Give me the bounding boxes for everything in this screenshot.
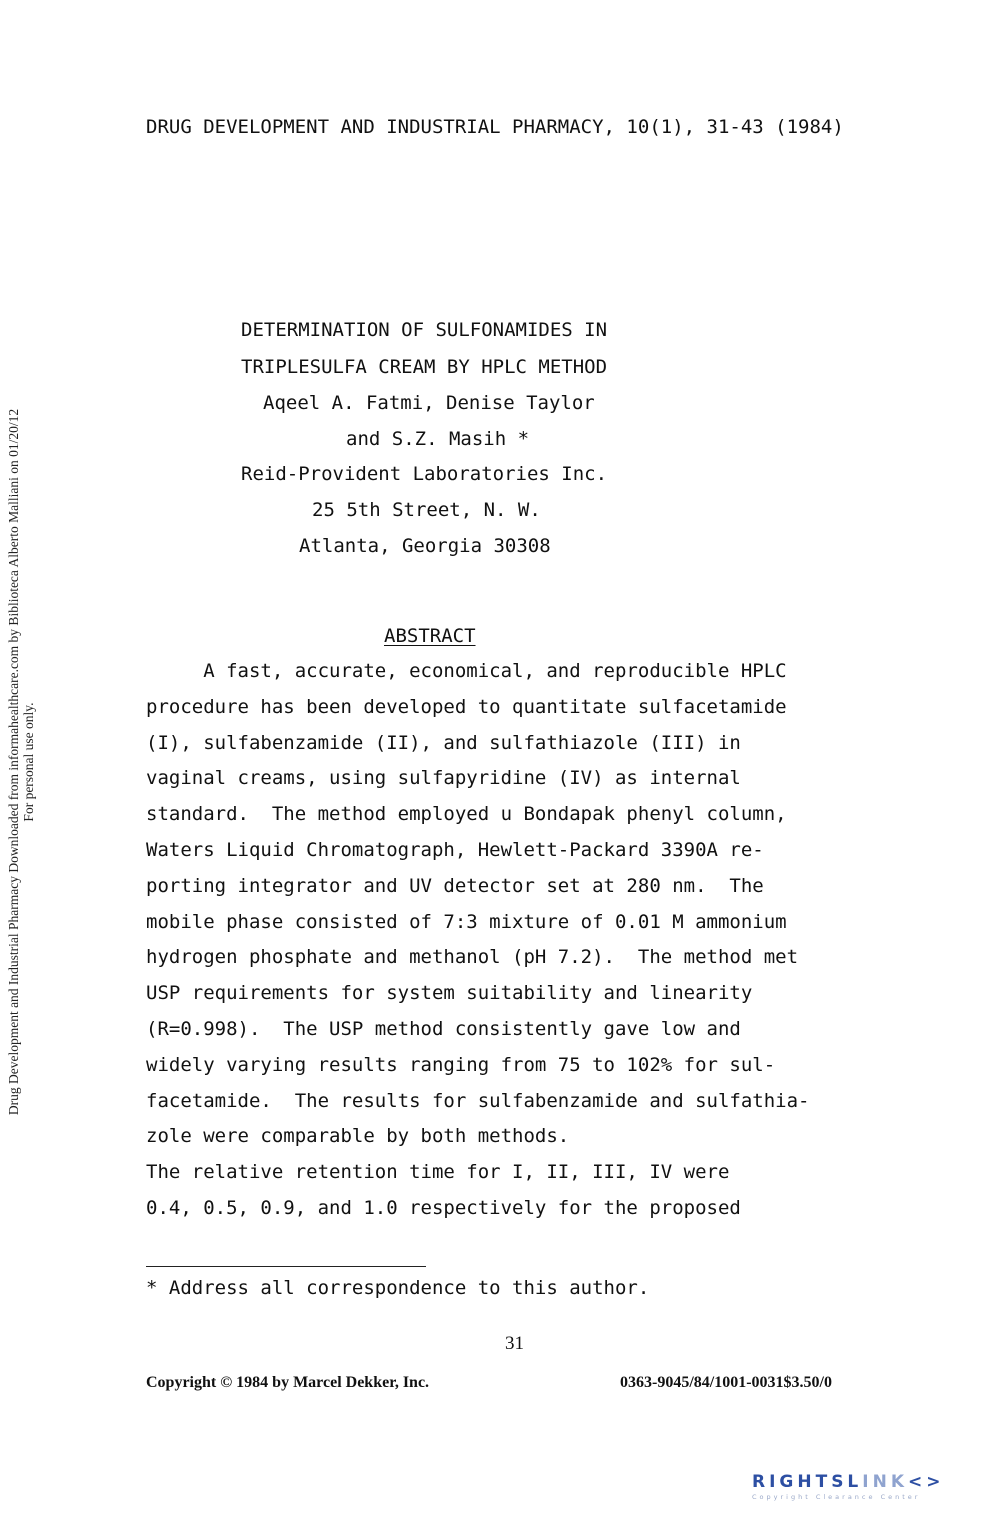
rightslink-arrows-icon: <> [908, 1472, 945, 1492]
abstract-line: 0.4, 0.5, 0.9, and 1.0 respectively for the proposed [146, 1197, 741, 1219]
copyright-notice: Copyright © 1984 by Marcel Dekker, Inc. [146, 1374, 430, 1391]
abstract-line: porting integrator and UV detector set at 280 nm. The [146, 875, 764, 897]
paper-title-line-2: TRIPLESULFA CREAM BY HPLC METHOD [241, 356, 608, 378]
page-number: 31 [505, 1333, 524, 1354]
journal-header: DRUG DEVELOPMENT AND INDUSTRIAL PHARMACY, 10(1), 31-43 (1984) [146, 116, 844, 138]
abstract-line: vaginal creams, using sulfapyridine (IV) as internal [146, 767, 741, 789]
authors-line-2: and S.Z. Masih * [346, 428, 530, 450]
abstract-heading: ABSTRACT [384, 625, 476, 647]
abstract-line: (R=0.998). The USP method consistently gave low and [146, 1018, 741, 1040]
abstract-line: standard. The method employed u Bondapak phenyl column, [146, 803, 787, 825]
footnote: * Address all correspondence to this author. [146, 1277, 650, 1299]
footnote-divider [146, 1266, 426, 1267]
rightslink-logo-dark: RIGHTSL [752, 1472, 863, 1492]
abstract-line: widely varying results ranging from 75 to 102% for sul- [146, 1054, 776, 1076]
rightslink-logo [752, 1472, 988, 1512]
abstract-line: A fast, accurate, economical, and reproducible HPLC [146, 660, 787, 682]
document-code: 0363-9045/84/1001-0031$3.50/0 [620, 1374, 832, 1391]
affiliation: Reid-Provident Laboratories Inc. [241, 463, 608, 485]
authors-line-1: Aqeel A. Fatmi, Denise Taylor [263, 392, 595, 414]
abstract-line: mobile phase consisted of 7:3 mixture of 0.01 M ammonium [146, 911, 787, 933]
abstract-line: hydrogen phosphate and methanol (pH 7.2). The method met [146, 946, 799, 968]
address-street: 25 5th Street, N. W. [312, 499, 541, 521]
abstract-line: facetamide. The results for sulfabenzamide and sulfathia- [146, 1090, 810, 1112]
abstract-line: procedure has been developed to quantitate sulfacetamide [146, 696, 787, 718]
watermark-line-1: Drug Development and Industrial Pharmacy Downloaded from informahealthcare.com by Biblioteca Alberto Malliani on 01/20/12 [6, 408, 21, 1116]
abstract-line: Waters Liquid Chromatograph, Hewlett-Packard 3390A re- [146, 839, 764, 861]
abstract-line: The relative retention time for I, II, III, IV were [146, 1161, 730, 1183]
abstract-line: USP requirements for system suitability and linearity [146, 982, 753, 1004]
abstract-line: (I), sulfabenzamide (II), and sulfathiazole (III) in [146, 732, 741, 754]
paper-title-line-1: DETERMINATION OF SULFONAMIDES IN [241, 319, 608, 341]
rightslink-subtitle: Copyright Clearance Center [752, 1493, 921, 1501]
abstract-line: zole were comparable by both methods. [146, 1125, 570, 1147]
address-city: Atlanta, Georgia 30308 [299, 535, 551, 557]
watermark-line-2: For personal use only. [21, 702, 36, 822]
rightslink-logo-light: INK [862, 1472, 909, 1492]
